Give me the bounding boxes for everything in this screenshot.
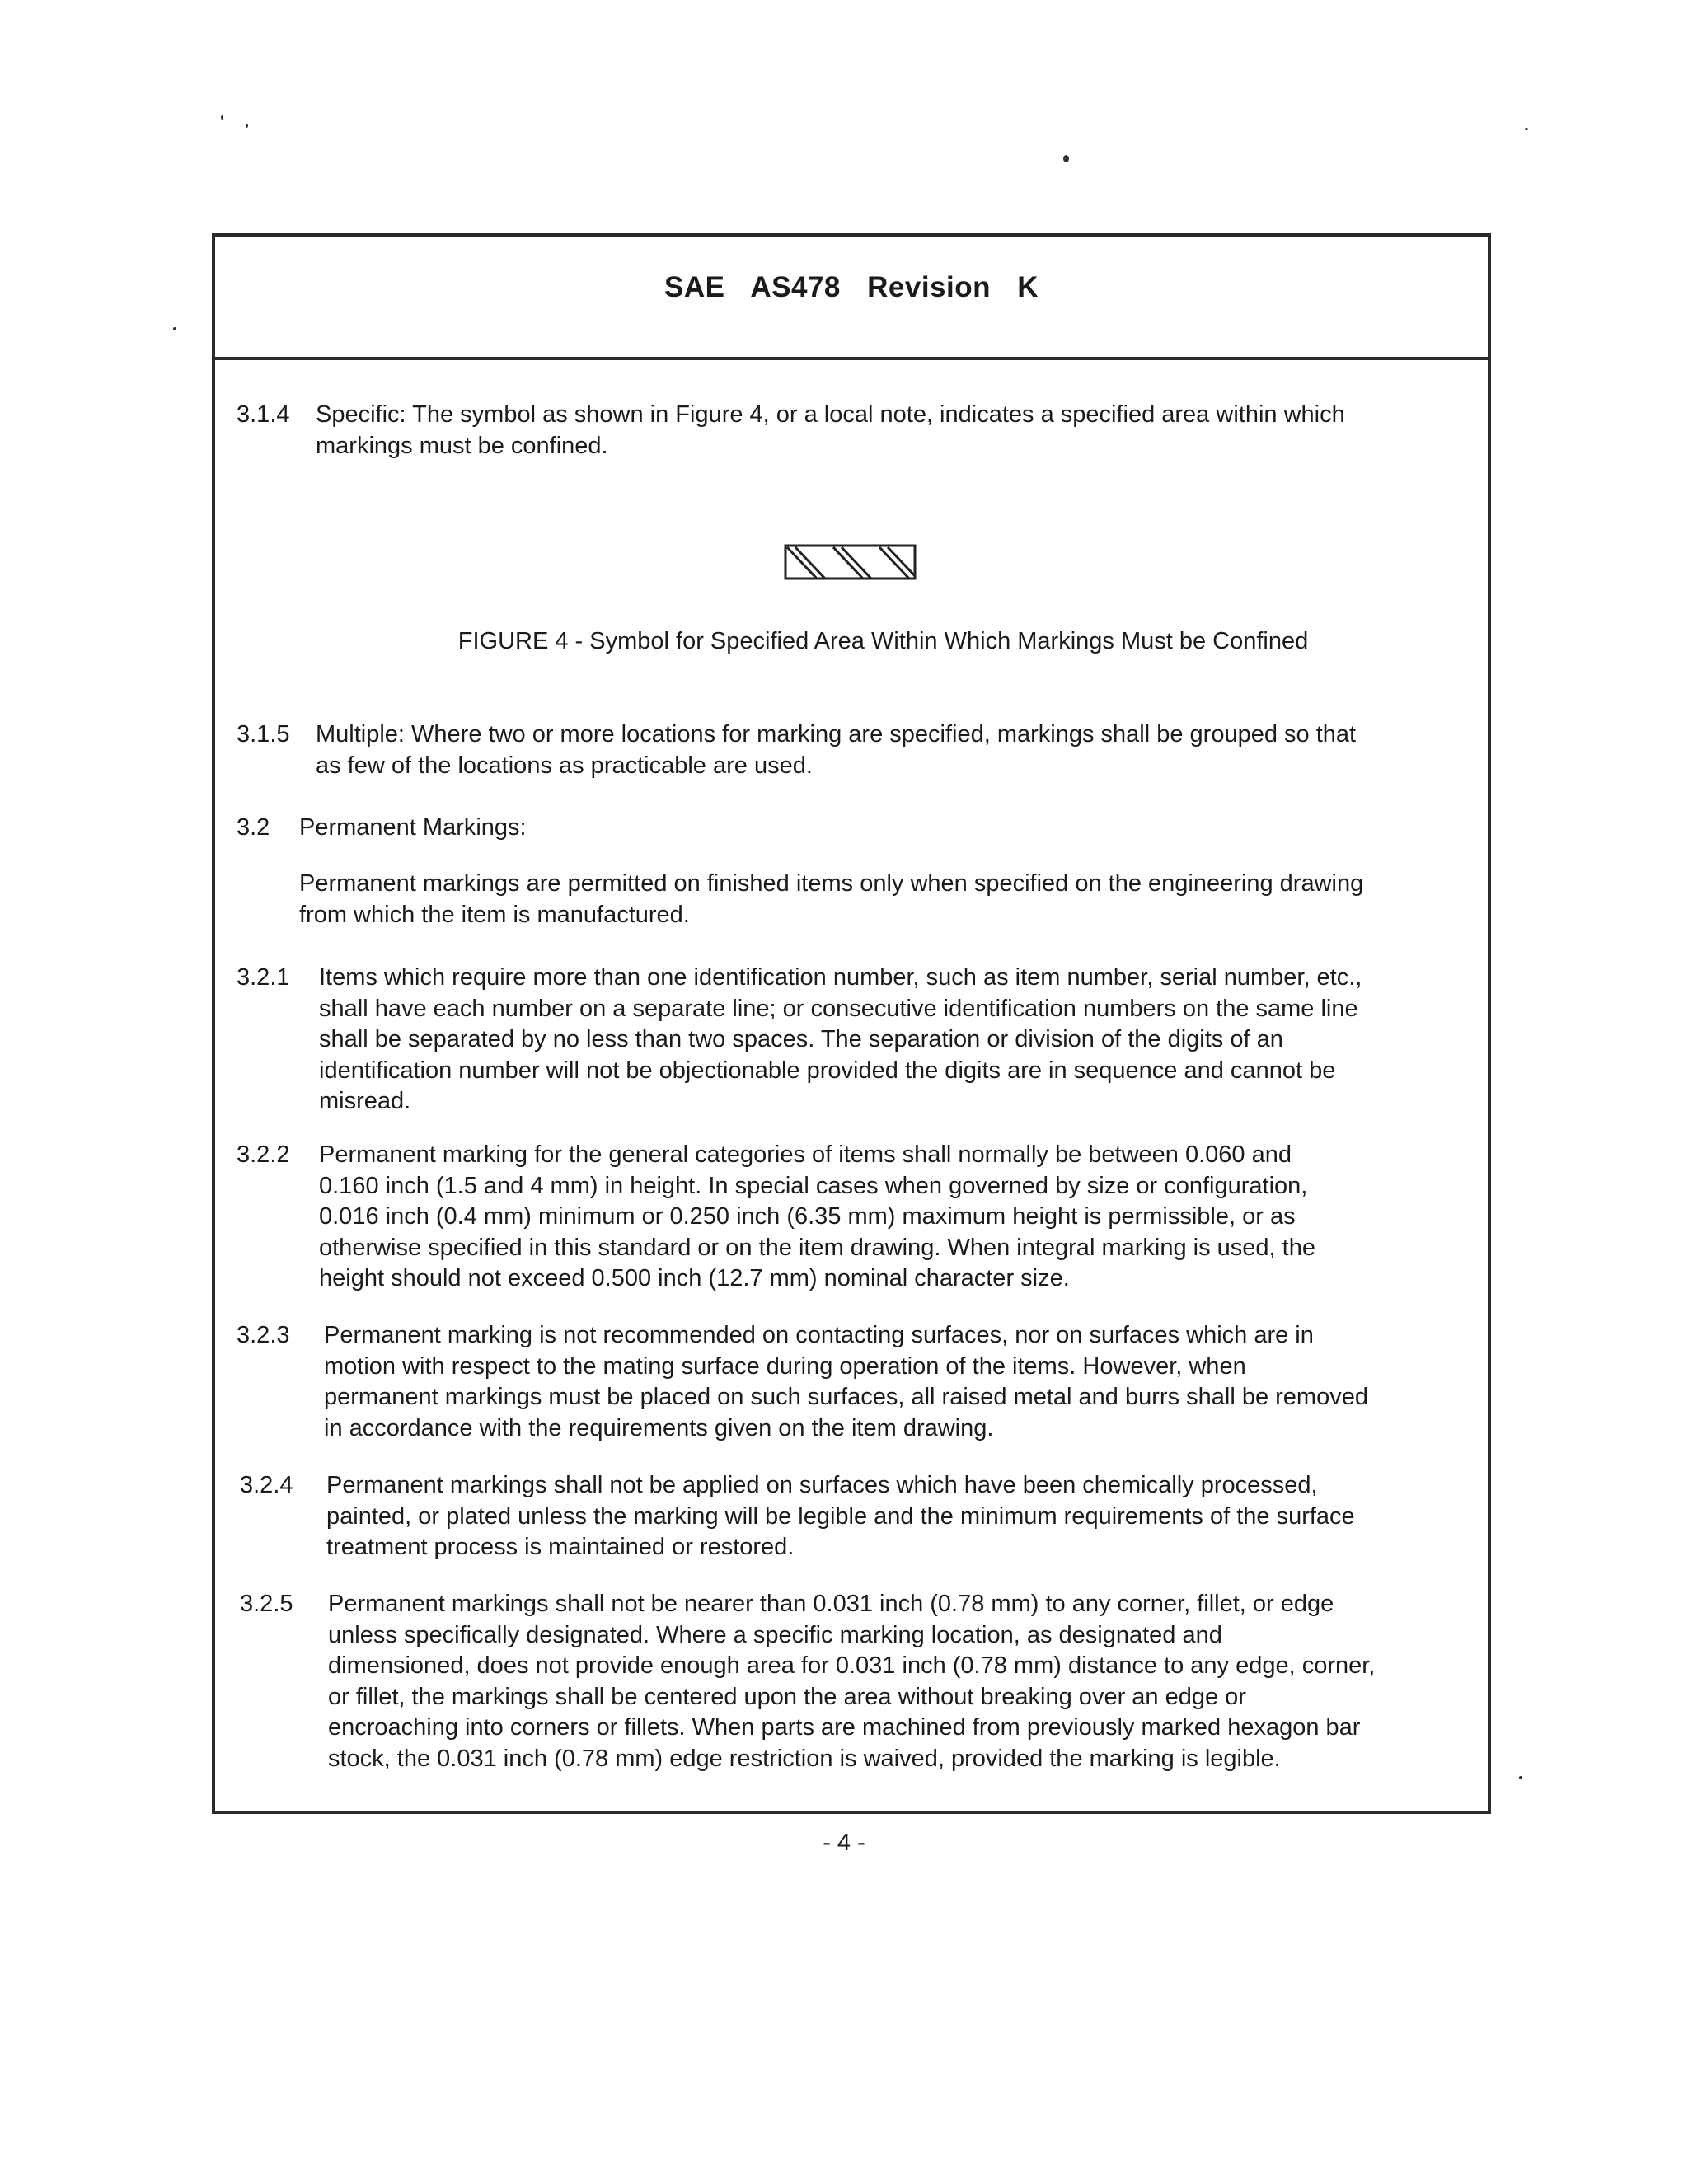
text-line: shall have each number on a separate line; or consecutive identification numbers on the same line bbox=[319, 995, 1358, 1022]
hatched-area-symbol-icon bbox=[784, 544, 917, 580]
section-body bbox=[328, 1589, 1375, 1774]
section-number: 3.2.1 bbox=[237, 964, 290, 991]
text-line: encroaching into corners or fillets. When parts are machined from previously marked hexagon bar bbox=[328, 1714, 1361, 1741]
section-number: 3.2.2 bbox=[237, 1141, 290, 1168]
text-line: from which the item is manufactured. bbox=[299, 901, 690, 928]
text-line: Permanent Markings: bbox=[299, 814, 527, 841]
running-header: SAE AS478 Revision K bbox=[663, 271, 1039, 303]
section-body bbox=[326, 1470, 1355, 1563]
text-line: in accordance with the requirements given on the item drawing. bbox=[324, 1414, 994, 1441]
section-body bbox=[319, 1140, 1315, 1295]
text-line: Permanent markings are permitted on finished items only when specified on the engineering drawing bbox=[299, 870, 1364, 897]
text-line: permanent markings must be placed on such surfaces, all raised metal and burrs shall be removed bbox=[324, 1384, 1368, 1410]
section-body bbox=[324, 1320, 1368, 1444]
text-line: height should not exceed 0.500 inch (12.7 mm) nominal character size. bbox=[319, 1265, 1070, 1291]
scan-speck bbox=[1063, 155, 1069, 162]
text-line: markings must be confined. bbox=[316, 432, 608, 459]
header-divider bbox=[215, 357, 1488, 360]
section-number: 3.1.4 bbox=[237, 401, 290, 428]
section-body bbox=[316, 719, 1356, 781]
text-line: treatment process is maintained or restored. bbox=[326, 1534, 795, 1560]
text-line: motion with respect to the mating surface during operation of the items. However, when bbox=[324, 1352, 1246, 1380]
figure-caption: FIGURE 4 - Symbol for Specified Area Within Which Markings Must be Confined bbox=[457, 628, 1309, 654]
scan-speck bbox=[173, 327, 176, 330]
text-line: Permanent marking for the general categories of items shall normally be between 0.060 and bbox=[319, 1141, 1292, 1168]
text-line: Permanent marking is not recommended on contacting surfaces, nor on surfaces which are in bbox=[324, 1322, 1314, 1348]
text-line: 0.160 inch (1.5 and 4 mm) in height. In special cases when governed by size or configuration, bbox=[319, 1172, 1308, 1199]
section-number: 3.2.3 bbox=[237, 1322, 290, 1348]
scan-speck bbox=[221, 115, 223, 120]
text-line: Multiple: Where two or more locations for marking are specified, markings shall be grouped so that bbox=[316, 721, 1357, 748]
scan-speck bbox=[1525, 128, 1528, 130]
text-line: Permanent markings shall not be nearer than 0.031 inch (0.78 mm) to any corner, fillet, or edge bbox=[328, 1591, 1334, 1617]
text-line: or fillet, the markings shall be centered upon the area without breaking over an edge or bbox=[328, 1683, 1246, 1710]
text-line: identification number will not be objectionable provided the digits are in sequence and cannot be bbox=[319, 1057, 1336, 1084]
section-number: 3.1.5 bbox=[237, 721, 290, 748]
text-line: misread. bbox=[319, 1088, 411, 1114]
page-number: - 4 - bbox=[823, 1830, 865, 1856]
section-number: 3.2 bbox=[237, 814, 270, 841]
section-heading bbox=[299, 813, 527, 844]
text-line: 0.016 inch (0.4 mm) minimum or 0.250 inch (6.35 mm) maximum height is permissible, or as bbox=[319, 1203, 1296, 1230]
section-number: 3.2.4 bbox=[240, 1472, 293, 1498]
text-line: Items which require more than one identification number, such as item number, serial number, etc., bbox=[319, 964, 1362, 991]
text-line: painted, or plated unless the marking will be legible and the minimum requirements of the surface bbox=[326, 1502, 1355, 1530]
scan-speck bbox=[1519, 1776, 1522, 1779]
section-number: 3.2.5 bbox=[240, 1591, 293, 1617]
text-line: Permanent markings shall not be applied on surfaces which have been chemically processed, bbox=[326, 1472, 1318, 1498]
text-line: as few of the locations as practicable are used. bbox=[316, 752, 813, 779]
text-line: stock, the 0.031 inch (0.78 mm) edge restriction is waived, provided the marking is legible. bbox=[328, 1745, 1281, 1772]
section-body bbox=[319, 963, 1362, 1118]
text-line: dimensioned, does not provide enough area for 0.031 inch (0.78 mm) distance to any edge, corner, bbox=[328, 1652, 1376, 1679]
scan-speck bbox=[246, 124, 248, 128]
text-line: shall be separated by no less than two spaces. The separation or division of the digits of an bbox=[319, 1026, 1283, 1052]
text-line: Specific: The symbol as shown in Figure 4, or a local note, indicates a specified area within which bbox=[316, 401, 1345, 428]
section-body bbox=[316, 400, 1345, 462]
section-body bbox=[299, 869, 1363, 930]
text-line: otherwise specified in this standard or on the item drawing. When integral marking is used, the bbox=[319, 1234, 1315, 1261]
text-line: unless specifically designated. Where a specific marking location, as designated and bbox=[328, 1621, 1222, 1648]
